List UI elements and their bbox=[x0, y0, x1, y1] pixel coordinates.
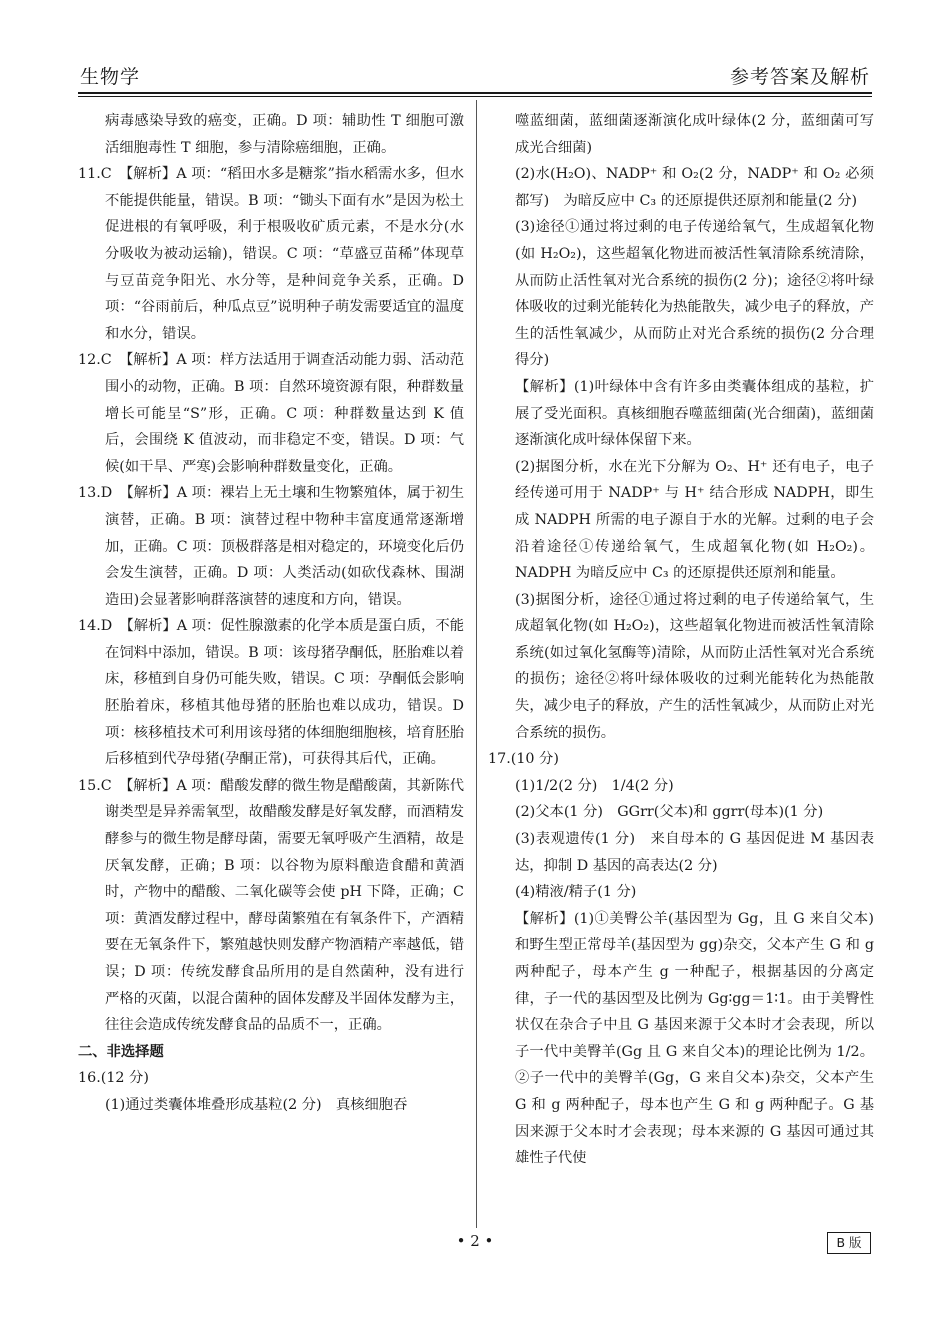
answer-subitem: (1)通过类囊体堆叠形成基粒(2 分) 真核细胞吞 bbox=[105, 1096, 408, 1113]
right-column bbox=[488, 108, 874, 1172]
page-number: • 2 • bbox=[456, 1232, 494, 1250]
left-column bbox=[78, 108, 464, 1119]
column-divider bbox=[476, 100, 477, 1228]
answer-item: 12.C 【解析】A 项：样方法适用于调查活动能力弱、活动范围小的动物，正确。B 项：自然环境资源有限，种群数量增长可能呈“S”形，正确。C 项：种群数量达到 K 值后，会围绕 K 值波动，而非稳定不变，错误。D 项：气候(如干旱、严寒)会影响种群数量变化，正确。 bbox=[78, 352, 464, 475]
section-heading: 二、非选择题 bbox=[78, 1043, 164, 1060]
answer-subitem: (1)1/2(2 分) 1/4(2 分) bbox=[515, 777, 674, 794]
answer-subitem: (2)水(H₂O)、NADP⁺ 和 O₂(2 分，NADP⁺ 和 O₂ 必须都写) 为暗反应中 C₃ 的还原提供还原剂和能量(2 分) bbox=[515, 166, 874, 209]
answer-item: 11.C 【解析】A 项：“稻田水多是糖浆”指水稻需水多，但水不能提供能量，错误。B 项：“锄头下面有水”是因为松土促进根的有氧呼吸，利于根吸收矿质元素，不是水分(水分吸收为被动运输)，错误。C 项：“草盛豆苗稀”体现草与豆苗竞争阳光、水分等，是种间竞争关系，正确。D 项：“谷雨前后，种瓜点豆”说明种子萌发需要适宜的温度和水分，错误。 bbox=[78, 166, 464, 342]
answer-item: 17.(10 分) bbox=[488, 751, 559, 768]
answer-subitem: (2)父本(1 分) GGrr(父本)和 ggrr(母本)(1 分) bbox=[515, 804, 824, 821]
answer-subitem: 噬蓝细菌，蓝细菌逐渐演化成叶绿体(2 分，蓝细菌可写成光合细菌) bbox=[515, 113, 874, 156]
answer-item: 16.(12 分) bbox=[78, 1070, 149, 1087]
header-rule-thick bbox=[78, 92, 872, 94]
answer-item: 15.C 【解析】A 项：醋酸发酵的微生物是醋酸菌，其新陈代谢类型是异养需氧型，故醋酸发酵是好氧发酵，而酒精发酵参与的微生物是酵母菌，需要无氧呼吸产生酒精，故是厌氧发酵，正确；B 项：以谷物为原料酿造食醋和黄酒时，产物中的醋酸、二氧化碳等会使 pH 下降，正确；C 项：黄酒发酵过程中，酵母菌繁殖在有氧条件下，产酒精要在无氧条件下，繁殖越快则发酵产物酒精产率越低，错误；D 项：传统发酵食品所用的是自然菌种，没有进行严格的灭菌，以混合菌种的固体发酵及半固体发酵为主，往往会造成传统发酵食品的品质不一，正确。 bbox=[78, 777, 464, 1034]
version-badge: B 版 bbox=[827, 1232, 871, 1254]
analysis-paragraph: 【解析】(1)叶绿体中含有许多由类囊体组成的基粒，扩展了受光面积。真核细胞吞噬蓝细菌(光合细菌)，蓝细菌逐渐演化成叶绿体保留下来。 bbox=[515, 378, 874, 449]
section-title: 参考答案及解析 bbox=[729, 66, 870, 88]
paragraph: 病毒感染导致的癌变，正确。D 项：辅助性 T 细胞可激活细胞毒性 T 细胞，参与清除癌细胞，正确。 bbox=[105, 113, 464, 156]
analysis-paragraph: (2)据图分析，水在光下分解为 O₂、H⁺ 还有电子，电子经传递可用于 NADP⁺ 与 H⁺ 结合形成 NADPH，即生成 NADPH 所需的电子源自于水的光解。过剩的电子会沿着途径①传递给氧气，生成超氧化物(如 H₂O₂)。NADPH 为暗反应中 C₃ 的还原提供还原剂和能量。 bbox=[515, 458, 874, 582]
answer-subitem: (3)途径①通过将过剩的电子传递给氧气，生成超氧化物(如 H₂O₂)，这些超氧化物进而被活性氧清除系统清除，从而防止活性氧对光合系统的损伤(2 分)；途径②将叶绿体吸收的过剩光能转化为热能散失，减少电子的释放，产生的活性氧减少，从而防止对光合系统的损伤(2 分合理得分) bbox=[515, 219, 874, 369]
subject-title: 生物学 bbox=[80, 66, 141, 88]
answer-subitem: (4)精液/精子(1 分) bbox=[515, 884, 637, 901]
page-header bbox=[78, 58, 872, 90]
header-rule-thin bbox=[78, 96, 872, 97]
answer-subitem: (3)表观遗传(1 分) 来自母本的 G 基因促进 M 基因表达，抑制 D 基因的高表达(2 分) bbox=[515, 831, 874, 874]
analysis-paragraph: 【解析】(1)①美臀公羊(基因型为 Gg，且 G 来自父本)和野生型正常母羊(基因型为 gg)杂交，父本产生 G 和 g 两种配子，母本产生 g 一种配子，根据基因的分离定律，子一代的基因型及比例为 Gg∶gg＝1∶1。由于美臀性状仅在杂合子中且 G 基因来源于父本时才会表现，所以子一代中美臀羊(Gg 且 G 来自父本)的理论比例为 1/2。②子一代中的美臀羊(Gg，G 来自父本)杂交，父本产生 G 和 g 两种配子，母本也产生 G 和 g 两种配子。G 基因来源于父本时才会表现；母本来源的 G 基因可通过其雄性子代使 bbox=[515, 910, 874, 1167]
answer-item: 13.D 【解析】A 项：裸岩上无土壤和生物繁殖体，属于初生演替，正确。B 项：演替过程中物种丰富度通常逐渐增加，正确。C 项：顶极群落是相对稳定的，环境变化后仍会发生演替，正确。D 项：人类活动(如砍伐森林、围湖造田)会显著影响群落演替的速度和方向，错误。 bbox=[78, 485, 464, 608]
answer-item: 14.D 【解析】A 项：促性腺激素的化学本质是蛋白质，不能在饲料中添加，错误。B 项：该母猪孕酮低，胚胎难以着床，移植到自身仍可能失败，错误。C 项：孕酮低会影响胚胎着床，移植其他母猪的胚胎也难以成功，错误。D 项：核移植技术可利用该母猪的体细胞细胞核，培育胚胎后移植到代孕母猪(孕酮正常)，可获得其后代，正确。 bbox=[78, 618, 464, 768]
analysis-paragraph: (3)据图分析，途径①通过将过剩的电子传递给氧气，生成超氧化物(如 H₂O₂)，这些超氧化物进而被活性氧清除系统(如过氧化氢酶等)清除，从而防止活性氧对光合系统的损伤；途径②将叶绿体吸收的过剩光能转化为热能散失，减少电子的释放，产生的活性氧减少，从而防止对光合系统的损伤。 bbox=[515, 591, 874, 741]
